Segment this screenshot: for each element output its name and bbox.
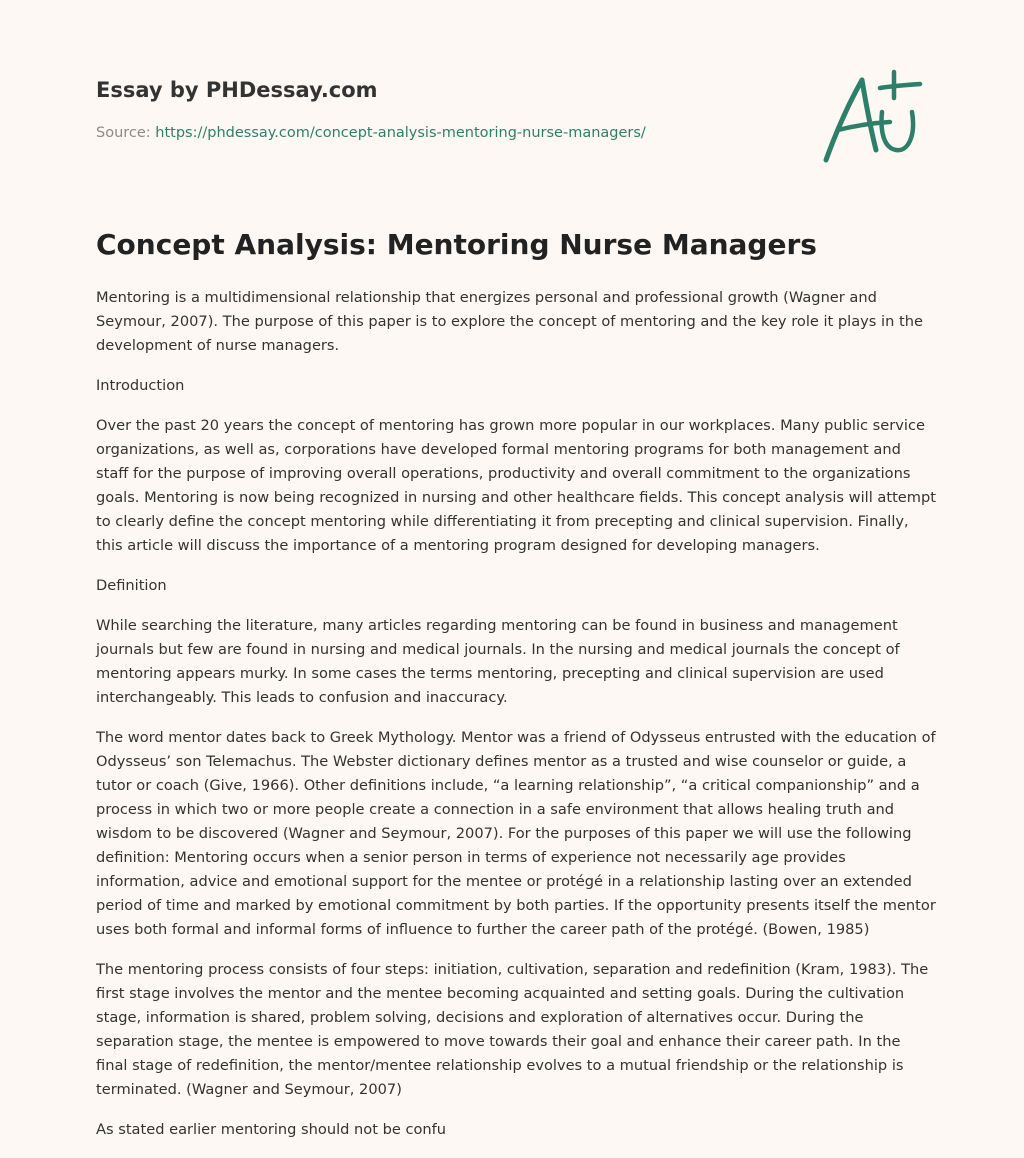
source-label: Source:: [96, 125, 156, 141]
paragraph: While searching the literature, many articles regarding mentoring can be found in business and management journals but few are found in nursing and medical journals. In the nursing and medical journals the concept of mentoring appears murky. In some cases the terms mentoring, precepting and clinical supervision are used interchangeably. This leads to confusion and inaccuracy.: [96, 617, 900, 706]
paragraph-intro: Mentoring is a multidimensional relationship that energizes personal and professional growth (Wagner and Seymour, 2007). The purpose of this paper is to explore the concept of mentoring and the key role it plays in the development of nurse managers.: [96, 289, 923, 354]
source-link[interactable]: https://phdessay.com/concept-analysis-mentoring-nurse-managers/: [155, 125, 646, 141]
site-title: Essay by PHDessay.com: [96, 78, 378, 102]
paragraph: The mentoring process consists of four steps: initiation, cultivation, separation and redefinition (Kram, 1983). The first stage involves the mentor and the mentee becoming acquainted and setting goals. During the cultivation stage, information is shared, problem solving, decisions and exploration of alternatives occur. During the separation stage, the mentee is empowered to move towards their goal and enhance their career path. In the final stage of redefinition, the mentor/mentee relationship evolves to a mutual friendship or the relationship is terminated. (Wagner and Seymour, 2007): [96, 961, 929, 1098]
source-line: [96, 123, 646, 143]
essay-body: [96, 286, 936, 1158]
a-plus-logo-icon: [820, 68, 924, 164]
paragraph: The word mentor dates back to Greek Mythology. Mentor was a friend of Odysseus entrusted with the education of Odysseus’ son Telemachus. The Webster dictionary defines mentor as a trusted and wise counselor or guide, a tutor or coach (Give, 1966). Other definitions include, “a learning relationship”, “a critical companionship” and a process in which two or more people create a connection in a safe environment that allows healing truth and wisdom to be discovered (Wagner and Seymour, 2007). For the purposes of this paper we will use the following definition: Mentoring occurs when a senior person in terms of experience not necessarily age provides information, advice and emotional support for the mentee or protégé in a relationship lasting over an extended period of time and marked by emotional commitment by both parties. If the opportunity presents itself the mentor uses both formal and informal forms of influence to further the career path of the protégé. (Bowen, 1985): [96, 729, 936, 938]
section-heading-introduction: Introduction: [96, 377, 185, 394]
paragraph: Over the past 20 years the concept of mentoring has grown more popular in our workplaces. Many public service organizations, as well as, corporations have developed formal mentoring programs for both management and staff for the purpose of improving overall operations, productivity and overall commitment to the organizations goals. Mentoring is now being recognized in nursing and other healthcare fields. This concept analysis will attempt to clearly define the concept mentoring while differentiating it from precepting and clinical supervision. Finally, this article will discuss the importance of a mentoring program designed for developing managers.: [96, 417, 936, 554]
essay-title: Concept Analysis: Mentoring Nurse Managers: [96, 228, 817, 261]
paragraph-truncated: As stated earlier mentoring should not be confu: [96, 1121, 447, 1138]
section-heading-definition: Definition: [96, 577, 167, 594]
